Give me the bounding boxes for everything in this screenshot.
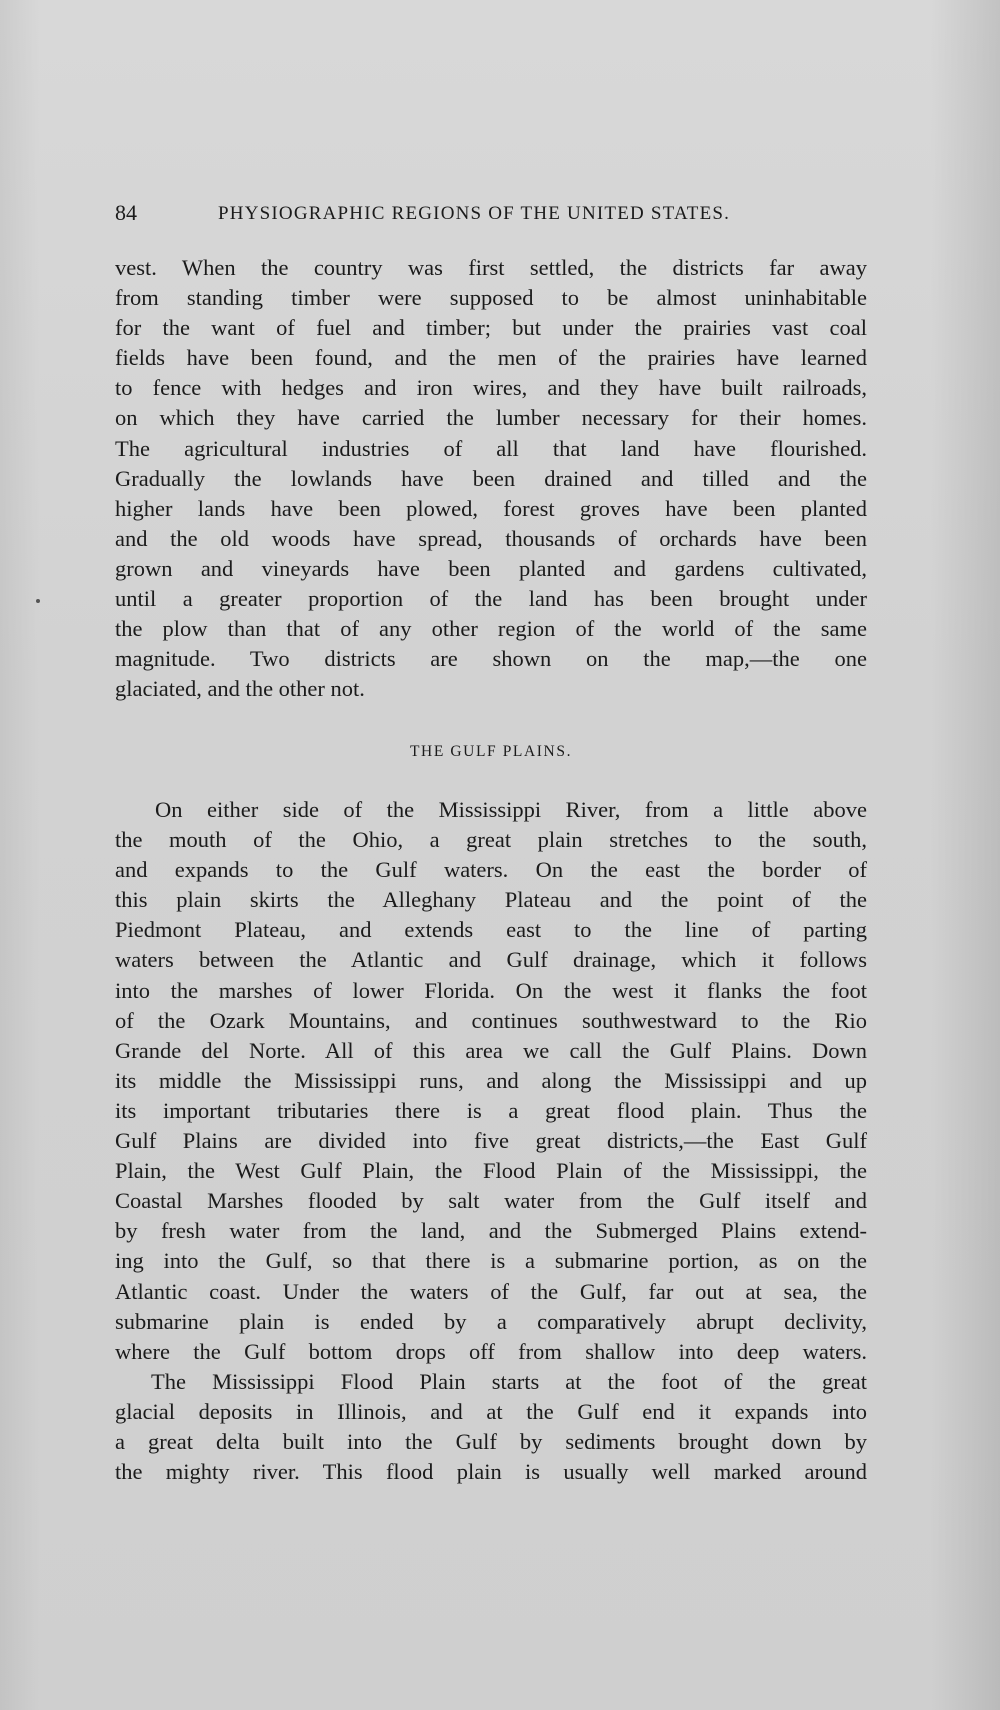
- text-line: The Mississippi Flood Plain starts at the foot of the great: [151, 1368, 867, 1394]
- paragraph-prairies: [115, 253, 867, 704]
- text-line: On either side of the Mississippi River, from a little above: [155, 797, 867, 822]
- text-line: its important tributaries there is a great flood plain. Thus the: [115, 1097, 867, 1123]
- text-line: a great delta built into the Gulf by sediments brought down by: [115, 1428, 867, 1454]
- text-line: from standing timber were supposed to be almost uninhabitable: [115, 285, 867, 311]
- text-line: where the Gulf bottom drops off from shallow into deep waters.: [115, 1338, 867, 1364]
- text-line: Piedmont Plateau, and extends east to the line of parting: [115, 917, 867, 943]
- text-line: Plain, the West Gulf Plain, the Flood Plain of the Mississippi, the: [115, 1158, 867, 1184]
- text-line: ing into the Gulf, so that there is a submarine portion, as on the: [115, 1248, 867, 1274]
- running-title: PHYSIOGRAPHIC REGIONS OF THE UNITED STATES.: [218, 203, 731, 224]
- text-line: grown and vineyards have been planted and gardens cultivated,: [115, 555, 867, 581]
- text-line: Grande del Norte. All of this area we call the Gulf Plains. Down: [115, 1037, 867, 1063]
- text-line: its middle the Mississippi runs, and along the Mississippi and up: [115, 1067, 867, 1093]
- text-line: waters between the Atlantic and Gulf drainage, which it follows: [115, 947, 867, 973]
- text-line: to fence with hedges and iron wires, and they have built railroads,: [115, 375, 867, 401]
- page-number: 84: [115, 200, 137, 225]
- text-line: submarine plain is ended by a comparatively abrupt declivity,: [115, 1308, 867, 1334]
- text-line: Gradually the lowlands have been drained and tilled and the: [115, 465, 867, 491]
- text-line: by fresh water from the land, and the Submerged Plains extend-: [115, 1218, 867, 1244]
- text-line: The agricultural industries of all that land have flourished.: [115, 435, 867, 461]
- text-line: fields have been found, and the men of the prairies have learned: [115, 345, 867, 371]
- text-line: magnitude. Two districts are shown on the map,—the one: [115, 646, 867, 672]
- running-header: [115, 200, 867, 232]
- text-line: glaciated, and the other not.: [115, 676, 365, 702]
- paragraph-gulf-plains: [115, 795, 867, 1487]
- text-line: and expands to the Gulf waters. On the east the border of: [115, 857, 867, 883]
- text-line: and the old woods have spread, thousands of orchards have been: [115, 525, 867, 551]
- text-line: of the Ozark Mountains, and continues southwestward to the Rio: [115, 1007, 867, 1033]
- margin-speck: [36, 599, 40, 603]
- text-line: glacial deposits in Illinois, and at the Gulf end it expands into: [115, 1398, 867, 1424]
- text-line: until a greater proportion of the land has been brought under: [115, 586, 867, 612]
- text-line: Gulf Plains are divided into five great districts,—the East Gulf: [115, 1128, 867, 1154]
- section-heading: THE GULF PLAINS.: [409, 743, 573, 760]
- text-line: Atlantic coast. Under the waters of the Gulf, far out at sea, the: [115, 1278, 867, 1304]
- text-line: for the want of fuel and timber; but under the prairies vast coal: [115, 315, 867, 341]
- text-line: the plow than that of any other region of the world of the same: [115, 616, 867, 642]
- text-line: vest. When the country was first settled, the districts far away: [115, 255, 867, 280]
- text-line: on which they have carried the lumber necessary for their homes.: [115, 405, 867, 431]
- text-line: into the marshes of lower Florida. On the west it flanks the foot: [115, 977, 867, 1003]
- text-line: Coastal Marshes flooded by salt water from the Gulf itself and: [115, 1188, 867, 1214]
- text-line: the mouth of the Ohio, a great plain stretches to the south,: [115, 827, 867, 853]
- text-line: the mighty river. This flood plain is usually well marked around: [115, 1459, 867, 1485]
- text-line: this plain skirts the Alleghany Plateau and the point of the: [115, 887, 867, 913]
- text-line: higher lands have been plowed, forest groves have been planted: [115, 495, 867, 521]
